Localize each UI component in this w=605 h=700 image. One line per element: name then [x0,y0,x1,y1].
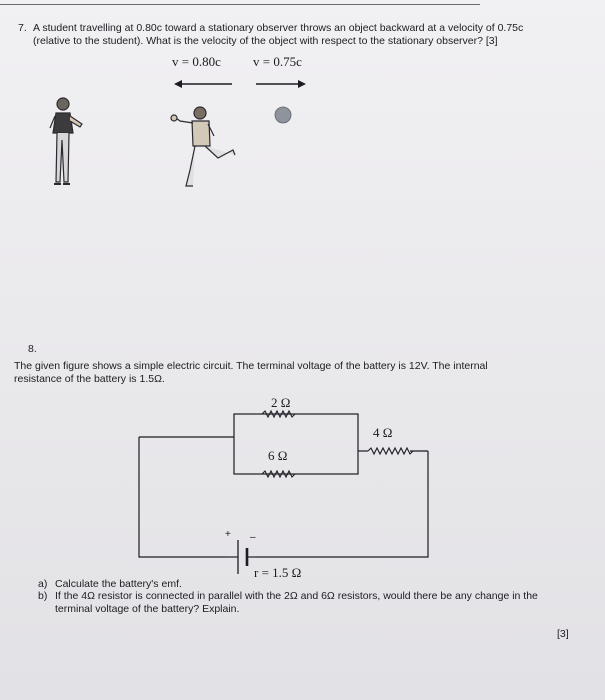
internal-resistance-label: r = 1.5 Ω [254,565,302,580]
q7-text-line1: A student travelling at 0.80c toward a stationary observer throws an object backward at a velocity of 0.75c [33,22,524,34]
battery-symbol [226,540,257,574]
resistor-2ohm [262,411,295,417]
arrow-right-icon [256,80,306,88]
battery-minus-sign: – [250,532,256,543]
arrow-left-icon [174,80,232,88]
marks-label: [3] [557,628,569,640]
q7-text-line2: (relative to the student). What is the velocity of the object with respect to the stationary observer? [3] [33,35,498,47]
resistor-6ohm-label: 6 Ω [268,448,288,463]
part-b-text-line2: terminal voltage of the battery? Explain. [55,603,240,615]
q7-number: 7. [18,22,27,34]
resistor-4ohm [368,448,413,454]
stationary-observer-figure [50,98,82,184]
thrown-object-ball [275,107,291,123]
part-a-label: a) [38,578,48,590]
q8-text-line1: The given figure shows a simple electric circuit. The terminal voltage of the battery is 12V. The internal [14,360,488,372]
resistor-4ohm-label: 4 Ω [373,425,393,440]
battery-plus-sign: + [225,529,231,540]
resistor-2ohm-label: 2 Ω [271,395,291,410]
q8-number: 8. [28,343,37,355]
q8-text-line2: resistance of the battery is 1.5Ω. [14,373,165,385]
part-b-text-line1: If the 4Ω resistor is connected in parallel with the 2Ω and 6Ω resistors, would there be any change in the [55,590,538,602]
part-a-text: Calculate the battery's emf. [55,578,182,590]
resistor-6ohm [262,471,295,477]
velocity-object-label: v = 0.75c [253,54,302,69]
running-student-figure [171,107,235,186]
velocity-student-label: v = 0.80c [172,54,221,69]
part-b-label: b) [38,590,48,602]
